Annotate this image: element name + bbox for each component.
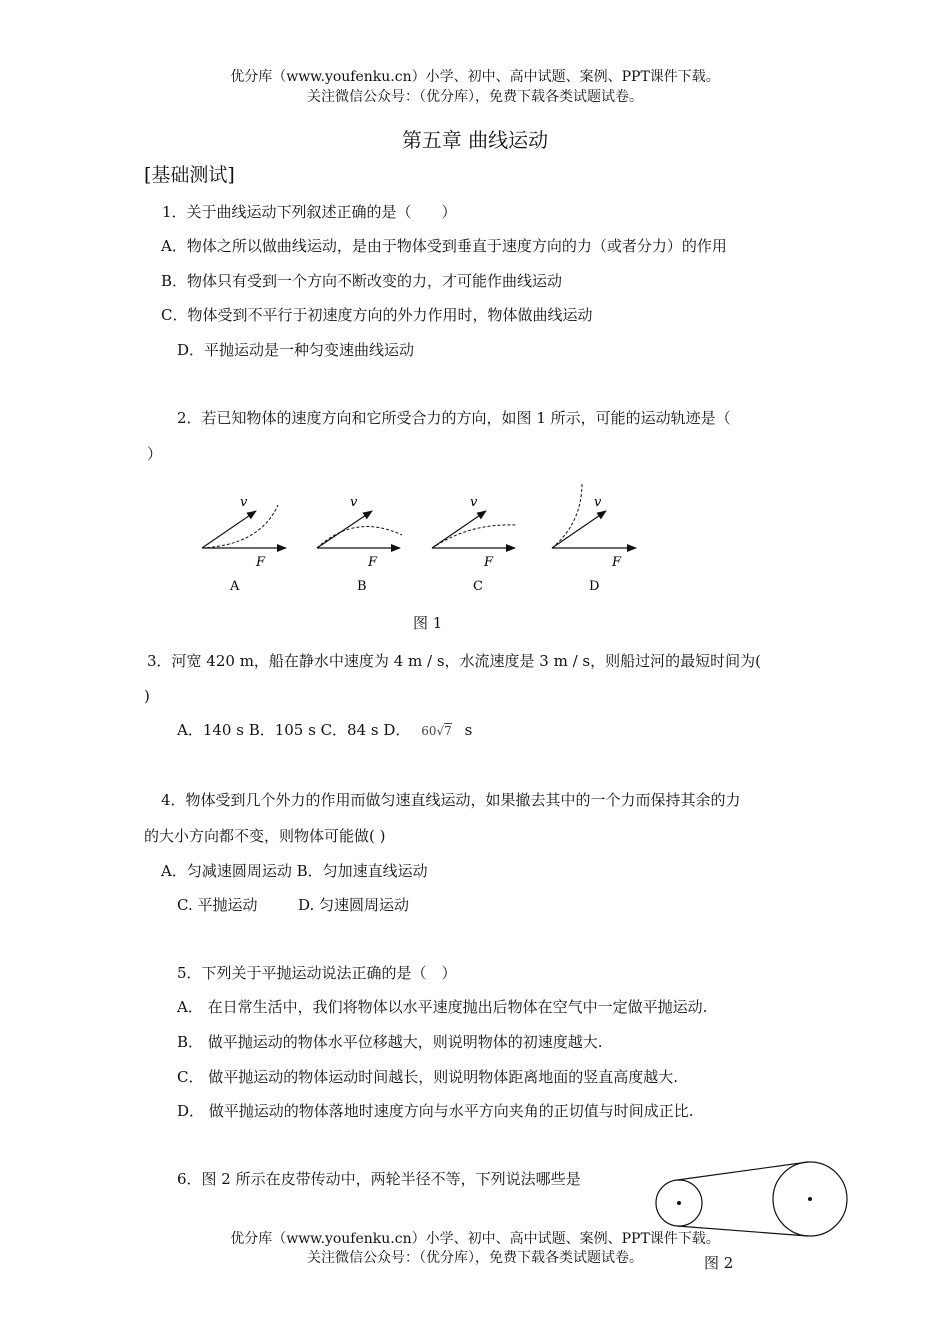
q3-options-text: A．140 s B．105 s C．84 s D．	[177, 721, 411, 739]
velocity-arrow	[432, 511, 486, 548]
trajectory-curve	[317, 527, 402, 548]
q1-option-a: A．物体之所以做曲线运动，是由于物体受到垂直于速度方向的力（或者分力）的作用	[161, 237, 727, 255]
figure-1-panel-a	[202, 495, 286, 594]
chapter-title: 第五章 曲线运动	[401, 128, 549, 152]
q3-option-d-coefficient: 60	[421, 724, 437, 738]
q4-stem-line-1: 4．物体受到几个外力的作用而做匀速直线运动，如果撤去其中的一个力而保持其余的力	[161, 791, 741, 809]
q3-stem-line-2: )	[144, 687, 150, 705]
q5-option-c: C． 做平抛运动的物体运动时间越长，则说明物体距离地面的竖直高度越大.	[177, 1068, 679, 1086]
velocity-label: v	[470, 495, 478, 510]
q4-option-c: C. 平抛运动	[177, 896, 258, 914]
force-label: F	[368, 555, 378, 570]
trajectory-curve	[202, 505, 278, 548]
q2-stem-line-1: 2．若已知物体的速度方向和它所受合力的方向，如图 1 所示，可能的运动轨迹是（	[177, 409, 731, 427]
small-pulley-center	[677, 1201, 681, 1205]
force-label: F	[256, 555, 266, 570]
q5-option-a: A． 在日常生活中，我们将物体以水平速度抛出后物体在空气中一定做平抛运动.	[177, 998, 708, 1016]
footer-line-2: 关注微信公众号：（优分库），免费下载各类试题试卷。	[307, 1250, 643, 1266]
section-heading: [基础测试]	[144, 164, 235, 186]
q1-option-c: C．物体受到不平行于初速度方向的外力作用时，物体做曲线运动	[161, 306, 593, 324]
q5-stem: 5．下列关于平抛运动说法正确的是（ ）	[177, 964, 457, 982]
header-line-2: 关注微信公众号：（优分库），免费下载各类试题试卷。	[307, 89, 643, 105]
figure-1-panel-c	[432, 495, 516, 594]
velocity-label: v	[350, 495, 358, 510]
q5-option-d: D． 做平抛运动的物体落地时速度方向与水平方向夹角的正切值与时间成正比.	[177, 1102, 694, 1120]
q1-stem: 1．关于曲线运动下列叙述正确的是（ ）	[162, 203, 457, 221]
q3-stem-line-1: 3．河宽 420 m，船在静水中速度为 4 m / s，水流速度是 3 m / s，则船过河的最短时间为(	[147, 652, 761, 670]
option-label: D	[589, 579, 600, 594]
q1-option-b: B．物体只有受到一个方向不断改变的力，才可能作曲线运动	[161, 272, 563, 290]
q3-option-d-unit: s	[464, 721, 473, 739]
velocity-arrow	[202, 511, 256, 548]
footer-line-1: 优分库（www.youfenku.cn）小学、初中、高中试题、案例、PPT课件下载。	[230, 1231, 720, 1247]
q3-option-d-radicand: 7	[444, 724, 452, 738]
large-pulley-center	[808, 1197, 812, 1201]
figure-1-caption: 图 1	[413, 614, 443, 632]
figure-1-panel-b	[317, 495, 402, 594]
figure-1-panel-d	[552, 483, 636, 594]
force-label: F	[612, 555, 622, 570]
belt-top	[677, 1162, 808, 1180]
q6-stem: 6．图 2 所示在皮带传动中，两轮半径不等，下列说法哪些是	[177, 1170, 581, 1188]
option-label: A	[230, 579, 240, 594]
q1-option-d: D．平抛运动是一种匀变速曲线运动	[177, 341, 415, 359]
q4-option-d: D. 匀速圆周运动	[298, 896, 410, 914]
velocity-arrow	[317, 511, 372, 548]
figure-1	[190, 475, 660, 600]
velocity-label: v	[594, 495, 602, 510]
force-label: F	[484, 555, 494, 570]
q4-stem-line-2: 的大小方向都不变，则物体可能做( )	[144, 827, 386, 845]
option-label: B	[357, 579, 367, 594]
q3-options	[177, 719, 472, 740]
velocity-arrow	[552, 511, 606, 548]
q5-option-b: B． 做平抛运动的物体水平位移越大，则说明物体的初速度越大.	[177, 1033, 603, 1051]
q4-options-ab: A．匀减速圆周运动 B．匀加速直线运动	[161, 862, 428, 880]
figure-2-caption: 图 2	[704, 1254, 734, 1272]
header-line-1: 优分库（www.youfenku.cn）小学、初中、高中试题、案例、PPT课件下载。	[230, 69, 720, 85]
sqrt-symbol: √	[436, 724, 445, 738]
trajectory-curve	[432, 525, 516, 548]
option-label: C	[473, 579, 483, 594]
velocity-label: v	[240, 495, 248, 510]
q2-stem-line-2: ）	[147, 445, 163, 463]
